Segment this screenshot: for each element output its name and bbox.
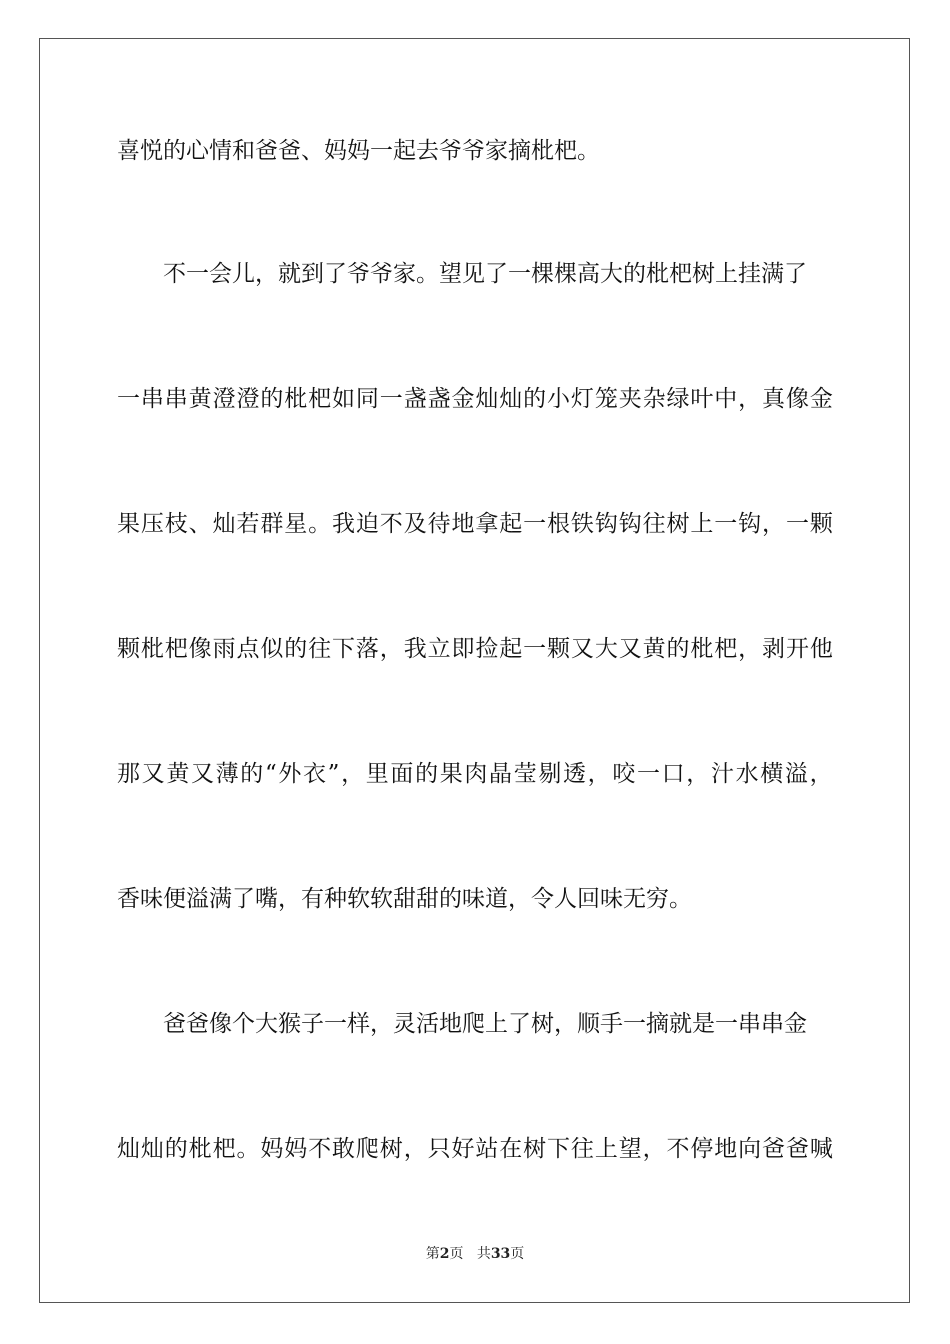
text-line-5: 颗 枇 杷 像 雨 点 似 的 往 下 落 ， 我 立 即 捡 起 一 颗 又 大 又 黄 的 枇 杷 ， 剥 开 他 bbox=[117, 636, 833, 662]
text-line-4: 果 压 枝 、 灿 若 群 星 。 我 迫 不 及 待 地 拿 起 一 根 铁 钩 钩 往 树 上 一 钩 ， 一 颗 bbox=[117, 511, 833, 537]
text-line-9: 灿 灿 的 枇 杷 。 妈 妈 不 敢 爬 树 ， 只 好 站 在 树 下 往 上 望 ， 不 停 地 向 爸 爸 喊 bbox=[117, 1136, 833, 1162]
text-line-3: 一 串 串 黄 澄 澄 的 枇 杷 如 同 一 盏 盏 金 灿 灿 的 小 灯 笼 夹 杂 绿 叶 中 ， 真 像 金 bbox=[117, 386, 833, 412]
text-line-8: 爸爸像个大猴子一样，灵活地爬上了树，顺手一摘就是一串串金 bbox=[117, 1011, 807, 1037]
current-page-number: 2 bbox=[439, 1246, 450, 1262]
footer-total-prefix: 共 bbox=[476, 1246, 491, 1262]
text-line-7: 香味便溢满了嘴，有种软软甜甜的味道，令人回味无穷。 bbox=[117, 886, 692, 912]
text-line-1: 喜悦的心情和爸爸、妈妈一起去爷爷家摘枇杷。 bbox=[117, 138, 600, 164]
footer-prefix: 第 bbox=[425, 1246, 440, 1262]
text-line-6: 那 又 黄 又 薄 的 “ 外 衣 ” ， 里 面 的 果 肉 晶 莹 剔 透 ， 咬 一 口 ， 汁 水 横 溢 ， bbox=[117, 761, 833, 787]
total-pages-number: 33 bbox=[490, 1246, 511, 1262]
page-border bbox=[39, 38, 910, 1303]
text-line-2: 不一会儿，就到了爷爷家。望见了一棵棵高大的枇杷树上挂满了 bbox=[117, 261, 807, 287]
footer-page-word: 页 bbox=[449, 1246, 464, 1262]
page-number-footer bbox=[0, 1245, 950, 1263]
footer-total-suffix: 页 bbox=[510, 1246, 525, 1262]
